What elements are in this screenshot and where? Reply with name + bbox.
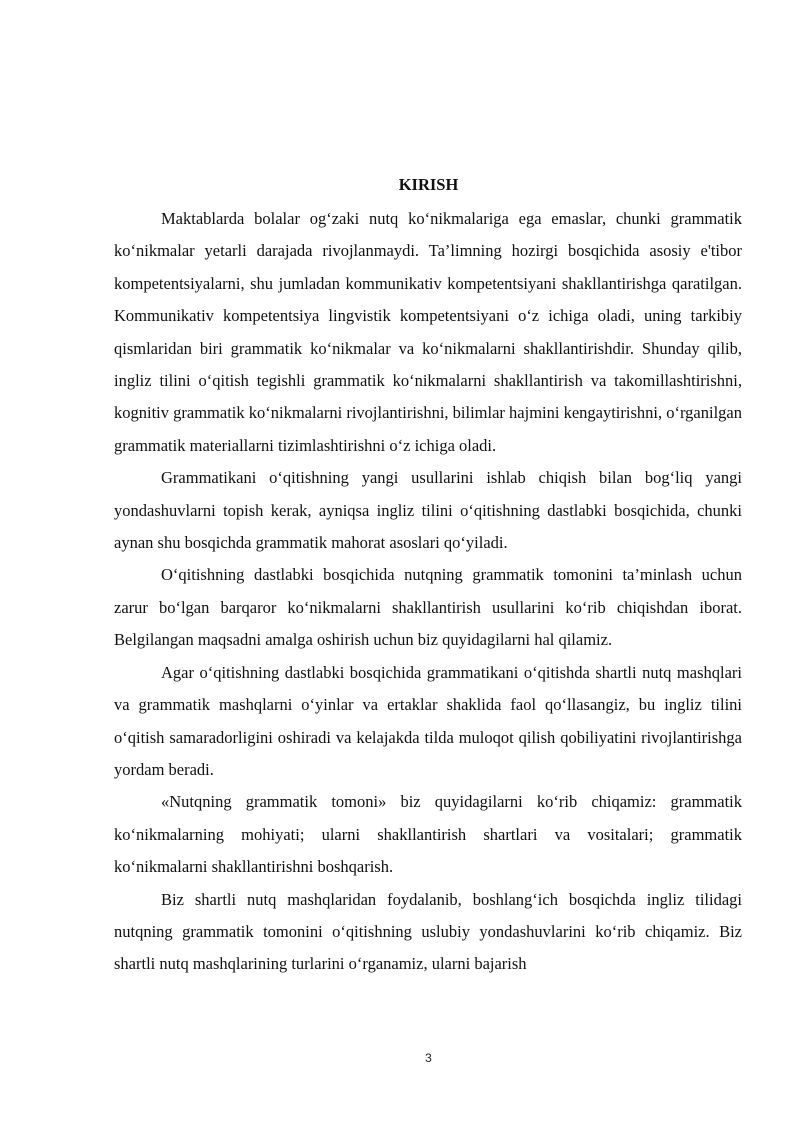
body-text [114, 203, 742, 981]
paragraph: Agar o‘qitishning dastlabki bosqichida grammatikani o‘qitishda shartli nutq mashqlari va grammatik mashqlarni o‘yinlar va ertaklar shaklida faol qo‘llasangiz, bu ingliz tilini o‘qitish samaradorligini oshiradi va kelajakda tilda muloqot qilish qobiliyatini rivojlantirishga yordam beradi. [114, 662, 742, 779]
paragraph: Biz shartli nutq mashqlaridan foydalanib, boshlang‘ich bosqichda ingliz tilidagi nutqning grammatik tomonini o‘qitishning uslubiy yondashuvlarini ko‘rib chiqamiz. Biz shartli nutq mashqlarining turlarini o‘rganamiz, ularni bajarish [114, 889, 742, 974]
paragraph: «Nutqning grammatik tomoni» biz quyidagilarni ko‘rib chiqamiz: grammatik ko‘nikmalarning mohiyati; ularni shakllantirish shartlari va vositalari; grammatik ko‘nikmalarni shakllantirishni boshqarish. [114, 792, 742, 877]
paragraph: Grammatikani o‘qitishning yangi usullarini ishlab chiqish bilan bog‘liq yangi yondashuvlarni topish kerak, ayniqsa ingliz tilini o‘qitishning dastlabki bosqichida, chunki aynan shu bosqichda grammatik mahorat asoslari qo‘yiladi. [114, 468, 742, 553]
paragraph: Maktablarda bolalar og‘zaki nutq ko‘nikmalariga ega emaslar, chunki grammatik ko‘nikmalar yetarli darajada rivojlanmaydi. Ta’limning hozirgi bosqichida asosiy e'tibor kompetentsiyalarni, shu jumladan kommunikativ kompetentsiyani shakllantirishga qaratilgan. Kommunikativ kompetentsiya lingvistik kompetentsiyani o‘z ichiga oladi, uning tarkibiy qismlaridan biri grammatik ko‘nikmalar va ko‘nikmalarni shakllantirishdir. Shunday qilib, ingliz tilini o‘qitish tegishli grammatik ko‘nikmalarni shakllantirish va takomillashtirishni, kognitiv grammatik ko‘nikmalarni rivojlantirishni, bilimlar hajmini kengaytirishni, o‘rganilgan grammatik materiallarni tizimlashtirishni o‘z ichiga oladi. [114, 209, 742, 455]
section-heading: KIRISH [398, 175, 459, 194]
page-number: 3 [425, 1051, 432, 1065]
paragraph: O‘qitishning dastlabki bosqichida nutqning grammatik tomonini ta’minlash uchun zarur bo‘lgan barqaror ko‘nikmalarni shakllantirish usullarini ko‘rib chiqishdan iborat. Belgilangan maqsadni amalga oshirish uchun biz quyidagilarni hal qilamiz. [114, 565, 742, 650]
